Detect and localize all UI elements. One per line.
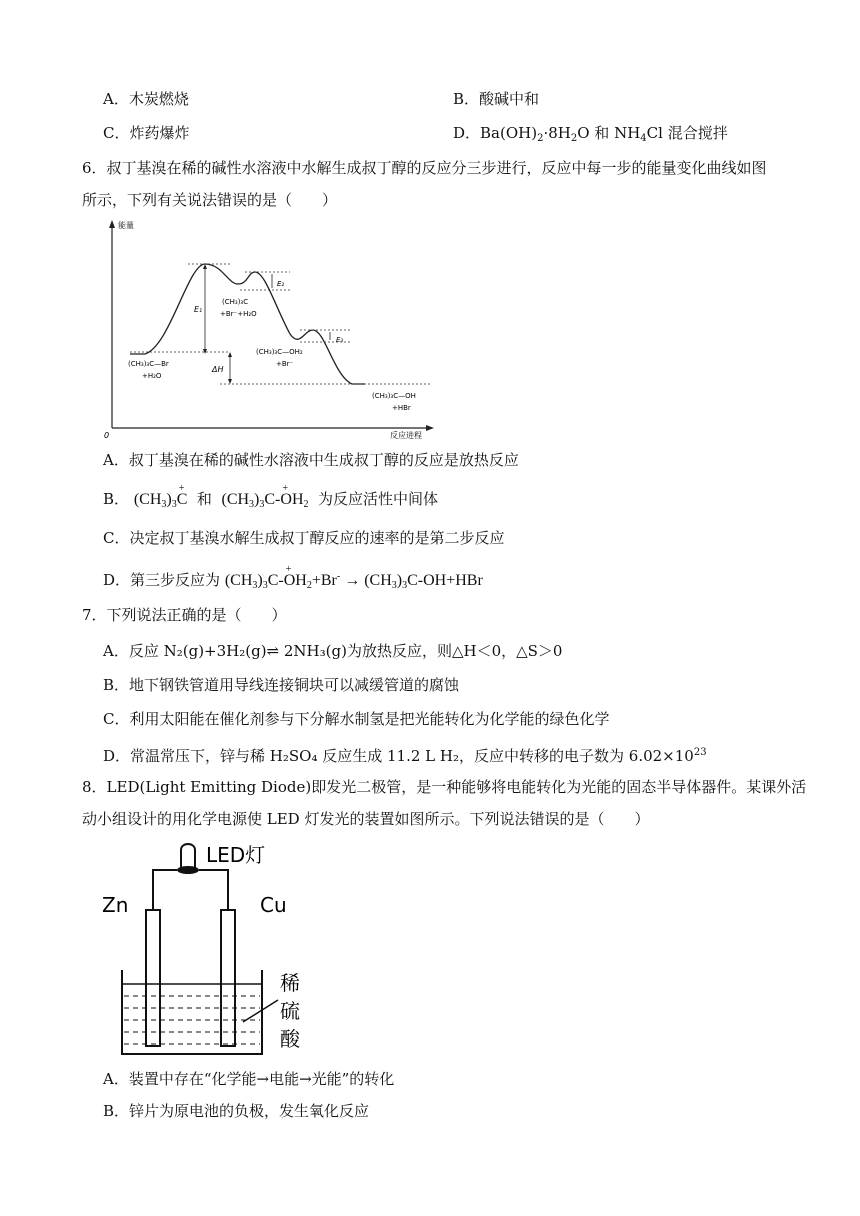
cu-label: Cu	[260, 893, 287, 917]
q6-stem-line2: 所示，下列有关说法错误的是（ ）	[82, 191, 338, 209]
energy-diagram	[100, 216, 440, 442]
acid-label-1: 稀	[280, 971, 300, 995]
product-label-1: (CH₃)₃C—OH	[372, 392, 416, 400]
q7-stem: 7．下列说法正确的是（ ）	[82, 606, 287, 624]
intermediate1-label-1: (CH₃)₃C	[222, 298, 249, 306]
acid-label-2: 硫	[280, 999, 300, 1023]
zn-label: Zn	[102, 893, 129, 917]
q5-option-d: D．$Ba(OH)_2\cdot 8H_2O$ 和 $NH_4Cl$ 混合搅拌	[453, 124, 728, 144]
q7-option-b: B．地下钢铁管道用导线连接铜块可以减缓管道的腐蚀	[103, 676, 460, 694]
q8-option-b: B．锌片为原电池的负极，发生氧化反应	[103, 1102, 370, 1120]
acid-label-3: 酸	[280, 1027, 300, 1051]
q5-option-a: A．木炭燃烧	[103, 90, 189, 108]
reactant-label-1: (CH₃)₃C—Br	[128, 360, 169, 368]
intermediate1-label-2: +Br⁻+H₂O	[220, 310, 257, 318]
reactant-label-2: +H₂O	[142, 372, 162, 380]
y-axis-label: 能量	[118, 221, 134, 230]
q6-stem-line1: 6．叔丁基溴在稀的碱性水溶液中水解生成叔丁醇的反应分三步进行，反应中每一步的能量变化曲线如图	[82, 159, 767, 177]
product-label-2: +HBr	[392, 404, 411, 412]
x-axis-label: 反应进程	[390, 431, 422, 440]
q6-option-b: B． $(CH_3)_3+ C$ 和 $(CH_3)_3C-+ OH_2$ 为反应活性中间体	[103, 488, 438, 516]
q6-option-c: C．决定叔丁基溴水解生成叔丁醇反应的速率的是第二步反应	[103, 529, 505, 547]
q6-option-a: A．叔丁基溴在稀的碱性水溶液中生成叔丁醇的反应是放热反应	[103, 451, 519, 469]
q5-option-b: B．酸碱中和	[453, 90, 540, 108]
origin-label: 0	[104, 431, 110, 440]
intermediate2-label-1: (CH₃)₃C—OH₂	[256, 348, 303, 356]
q5-option-c: C．炸药爆炸	[103, 124, 190, 142]
led-cell-diagram	[100, 838, 320, 1060]
q8-stem-line1: 8．LED(Light Emitting Diode)即发光二极管，是一种能够将电能转化为光能的固态半导体器件。某课外活	[82, 778, 807, 796]
intermediate2-label-2: +Br⁻	[276, 360, 294, 368]
led-label: LED灯	[206, 843, 266, 867]
dh-label: ΔH	[212, 365, 224, 374]
q7-option-c: C．利用太阳能在催化剂参与下分解水制氢是把光能转化为化学能的绿色化学	[103, 710, 610, 728]
e2-label: E₂	[277, 280, 285, 288]
q6-option-d: D．第三步反应为 $(CH_3)_3C-+ OH_2+Br^- \to (CH_3)_3C-OH+HBr$	[103, 566, 483, 597]
q7-option-d: D．常温常压下，锌与稀 H₂SO₄ 反应生成 11.2 L H₂，反应中转移的电子数为 $6.02\times 10^{23}$	[103, 747, 707, 765]
q8-stem-line2: 动小组设计的用化学电源使 LED 灯发光的装置如图所示。下列说法错误的是（ ）	[82, 810, 650, 828]
q8-option-a: A．装置中存在“化学能→电能→光能”的转化	[103, 1070, 395, 1088]
e3-label: E₃	[336, 336, 344, 344]
q7-option-a: A．反应 N₂(g)+3H₂(g)⇌ 2NH₃(g)为放热反应，则△H＜0，△S＞0	[103, 642, 563, 660]
e1-label: E₁	[194, 305, 203, 314]
